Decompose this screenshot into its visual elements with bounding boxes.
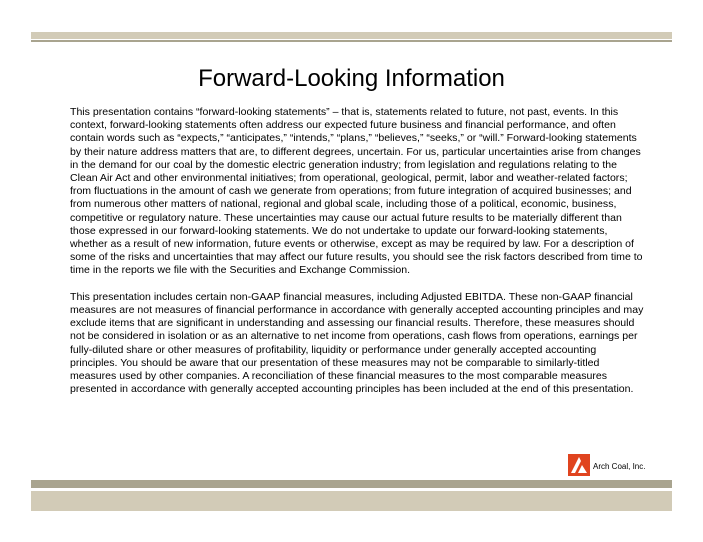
non-gaap-paragraph: This presentation includes certain non-GAAP financial measures, including Adjusted EBITDA. These non-GAAP financial measures are not measures of financial performance in accordance with generally accepted accounting principles and may exclude items that are significant in understanding and assessing our financial results. Therefore, these measures should not be considered in isolation or as an alternative to net income from operations, cash flows from operations, earnings per fully-diluted share or other measures of profitability, liquidity or performance under generally accepted accounting principles. You should be aware that our presentation of these measures may not be comparable to similarly-titled measures used by other companies. A reconciliation of these financial measures to the most comparable measures presented in accordance with generally accepted accounting principles has been included at the end of this presentation.	[70, 290, 644, 396]
bottom-decorative-rule	[31, 480, 672, 488]
top-decorative-band	[31, 32, 672, 39]
company-logo	[568, 454, 645, 476]
arch-coal-logo-icon	[568, 454, 590, 476]
slide-title: Forward-Looking Information	[198, 65, 505, 92]
bottom-decorative-band	[31, 491, 672, 511]
forward-looking-paragraph: This presentation contains “forward-looking statements” – that is, statements related to future, not past, events. In this context, forward-looking statements often address our expected future business and financial performance, and often contain words such as “expects,” “anticipates,” “intends,” “plans,” “believes,” “seeks,” or “will.” Forward-looking statements by their nature address matters that are, to different degrees, uncertain. For us, particular uncertainties arise from changes in the demand for our coal by the domestic electric generation industry; from legislation and regulations relating to the Clean Air Act and other environmental initiatives; from operational, geological, permit, labor and weather-related factors; from fluctuations in the amount of cash we generate from operations; from future integration of acquired businesses; and from numerous other matters of national, regional and global scale, including those of a political, economic, business, competitive or regulatory nature. These uncertainties may cause our actual future results to be materially different than those expressed in our forward-looking statements. We do not undertake to update our forward-looking statements, whether as a result of new information, future events or otherwise, except as may be required by law. For a description of some of the risks and uncertainties that may affect our future results, you should see the risk factors described from time to time in the reports we file with the Securities and Exchange Commission.	[70, 106, 643, 277]
logo-text: Arch Coal, Inc.	[593, 462, 646, 471]
top-decorative-rule	[31, 40, 672, 42]
slide-body	[70, 106, 645, 396]
